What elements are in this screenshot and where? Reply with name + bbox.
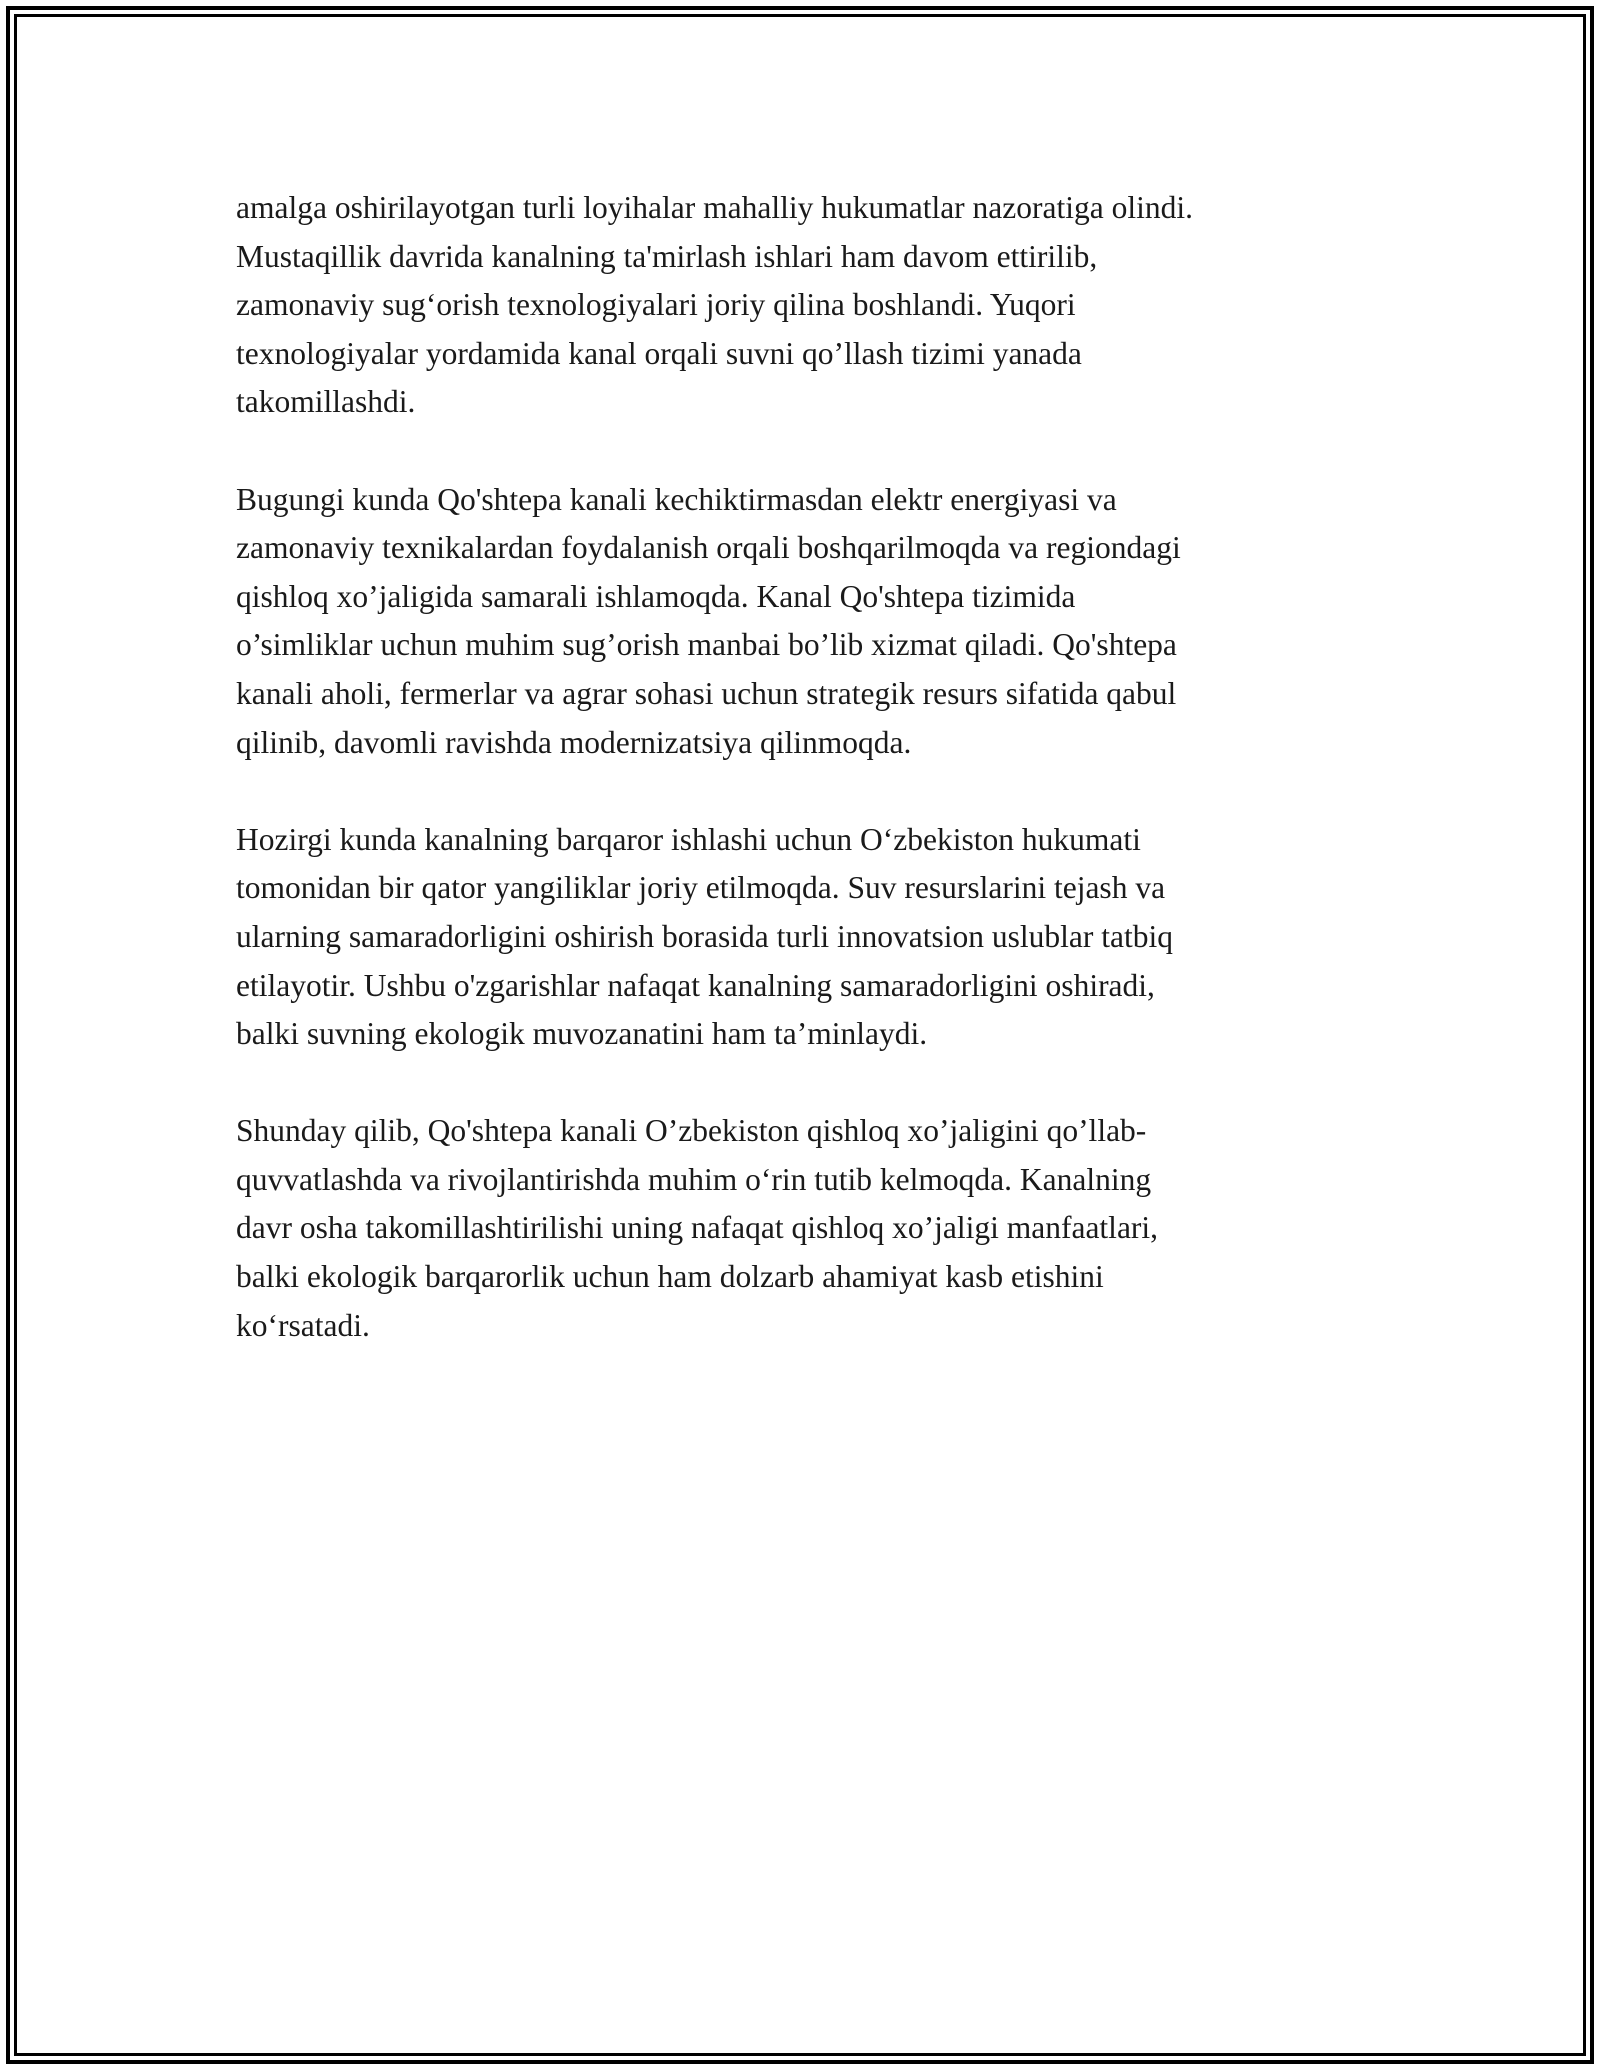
paragraph-2 [236, 476, 1366, 768]
paragraph-1 [236, 184, 1366, 427]
text-line: quvvatlashda va rivojlantirishda muhim o‘rin tutib kelmoqda. Kanalning [236, 1161, 1152, 1197]
text-line: qishloq xo’jaligida samarali ishlamoqda. Kanal Qo'shtepa tizimida [236, 578, 1076, 614]
text-line: zamonaviy texnikalardan foydalanish orqali boshqarilmoqda va regiondagi [236, 530, 1181, 566]
paragraph-3 [236, 816, 1366, 1059]
text-line: texnologiyalar yordamida kanal orqali suvni qo’llash tizimi yanada [236, 335, 1082, 371]
paragraph-4 [236, 1107, 1366, 1350]
text-line: qilinib, davomli ravishda modernizatsiya qilinmoqda. [236, 724, 912, 760]
text-line: zamonaviy sug‘orish texnologiyalari joriy qilina boshlandi. Yuqori [236, 287, 1076, 323]
text-line: balki ekologik barqarorlik uchun ham dolzarb ahamiyat kasb etishini [236, 1259, 1104, 1295]
text-line: balki suvning ekologik muvozanatini ham ta’minlaydi. [236, 1016, 928, 1052]
text-line: etilayotir. Ushbu o'zgarishlar nafaqat kanalning samaradorligini oshiradi, [236, 967, 1155, 1003]
text-line: Hozirgi kunda kanalning barqaror ishlashi uchun O‘zbekiston hukumati [236, 821, 1141, 857]
text-line: kanali aholi, fermerlar va agrar sohasi uchun strategik resurs sifatida qabul [236, 675, 1177, 711]
text-line: tomonidan bir qator yangiliklar joriy etilmoqda. Suv resurslarini tejash va [236, 870, 1166, 906]
text-line: o’simliklar uchun muhim sug’orish manbai bo’lib xizmat qiladi. Qo'shtepa [236, 627, 1177, 663]
text-line: amalga oshirilayotgan turli loyihalar mahalliy hukumatlar nazoratiga olindi. [236, 190, 1193, 225]
text-line: Shunday qilib, Qo'shtepa kanali O’zbekiston qishloq xo’jaligini qo’llab- [236, 1113, 1147, 1149]
text-line: ularning samaradorligini oshirish borasida turli innovatsion uslublar tatbiq [236, 918, 1173, 954]
text-line: davr osha takomillashtirilishi uning nafaqat qishloq xo’jaligi manfaatlari, [236, 1210, 1159, 1246]
document-body [236, 184, 1366, 1399]
text-line: takomillashdi. [236, 384, 416, 420]
text-line: Mustaqillik davrida kanalning ta'mirlash ishlari ham davom ettirilib, [236, 238, 1098, 274]
text-line: Bugungi kunda Qo'shtepa kanali kechiktirmasdan elektr energiyasi va [236, 481, 1117, 517]
text-line: ko‘rsatadi. [236, 1307, 370, 1343]
